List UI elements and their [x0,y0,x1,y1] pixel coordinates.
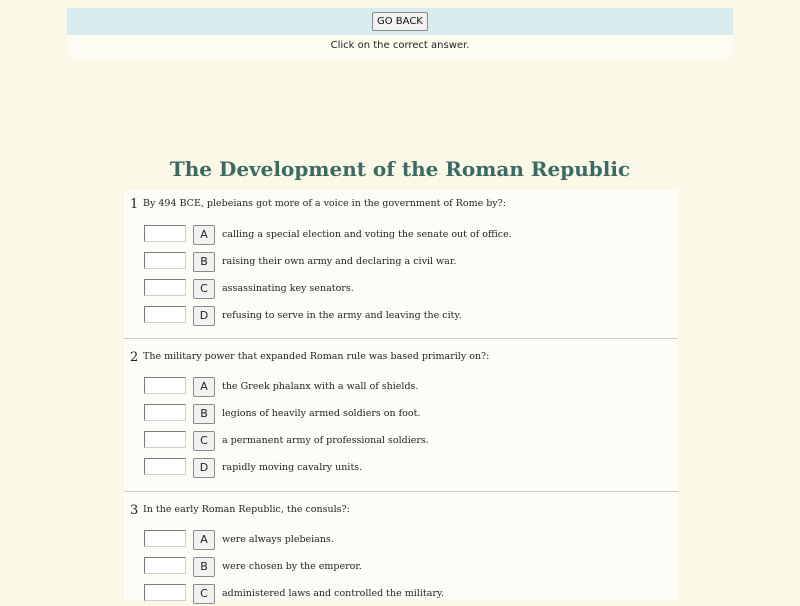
question-text: The military power that expanded Roman rule was based primarily on?: [143,351,490,362]
answer-box[interactable] [144,377,186,394]
choice-b-button[interactable]: B [193,557,215,577]
answer-box[interactable] [144,530,186,547]
option-text: assassinating key senators. [222,283,354,294]
option-text: legions of heavily armed soldiers on foot. [222,408,421,419]
page-title: The Development of the Roman Republic [169,157,631,181]
answer-box[interactable] [144,225,186,242]
option-text: raising their own army and declaring a civil war. [222,256,457,267]
choice-b-button[interactable]: B [193,404,215,424]
choice-d-button[interactable]: D [193,306,215,326]
choice-b-button[interactable]: B [193,252,215,272]
choice-d-button[interactable]: D [193,458,215,478]
option-text: calling a special election and voting the senate out of office. [222,229,512,240]
choice-c-button[interactable]: C [193,584,215,604]
option-text: were always plebeians. [222,534,334,545]
choice-a-button[interactable]: A [193,377,215,397]
answer-box[interactable] [144,252,186,269]
option-text: refusing to serve in the army and leaving the city. [222,310,462,321]
answer-box[interactable] [144,306,186,323]
option-d [144,458,664,480]
answer-box[interactable] [144,557,186,574]
option-b [144,404,664,426]
option-c [144,279,664,301]
option-b [144,252,664,274]
choice-a-button[interactable]: A [193,530,215,550]
question-text: In the early Roman Republic, the consuls?: [143,504,350,515]
choice-a-button[interactable]: A [193,225,215,245]
choice-c-button[interactable]: C [193,279,215,299]
answer-box[interactable] [144,584,186,601]
instruction-bar [67,35,733,58]
question-text: By 494 BCE, plebeians got more of a voice in the government of Rome by?: [143,198,506,209]
answer-box[interactable] [144,279,186,296]
question-number: 2 [130,350,139,365]
option-a [144,530,664,552]
option-text: the Greek phalanx with a wall of shields. [222,381,419,392]
quiz-area [124,190,678,600]
answer-box[interactable] [144,404,186,421]
option-c [144,584,664,606]
navigation-bar [67,8,733,35]
option-a [144,225,664,247]
option-b [144,557,664,579]
option-text: a permanent army of professional soldiers. [222,435,429,446]
option-text: rapidly moving cavalry units. [222,462,363,473]
answer-box[interactable] [144,458,186,475]
option-text: were chosen by the emperor. [222,561,362,572]
question-divider [124,338,678,339]
option-d [144,306,664,328]
question-number: 1 [130,197,139,212]
answer-box[interactable] [144,431,186,448]
go-back-button[interactable]: GO BACK [372,12,428,31]
question-number: 3 [130,503,139,518]
option-a [144,377,664,399]
option-c [144,431,664,453]
option-text: administered laws and controlled the military. [222,588,445,599]
instruction-text: Click on the correct answer. [330,40,470,51]
question-divider [124,491,678,492]
choice-c-button[interactable]: C [193,431,215,451]
